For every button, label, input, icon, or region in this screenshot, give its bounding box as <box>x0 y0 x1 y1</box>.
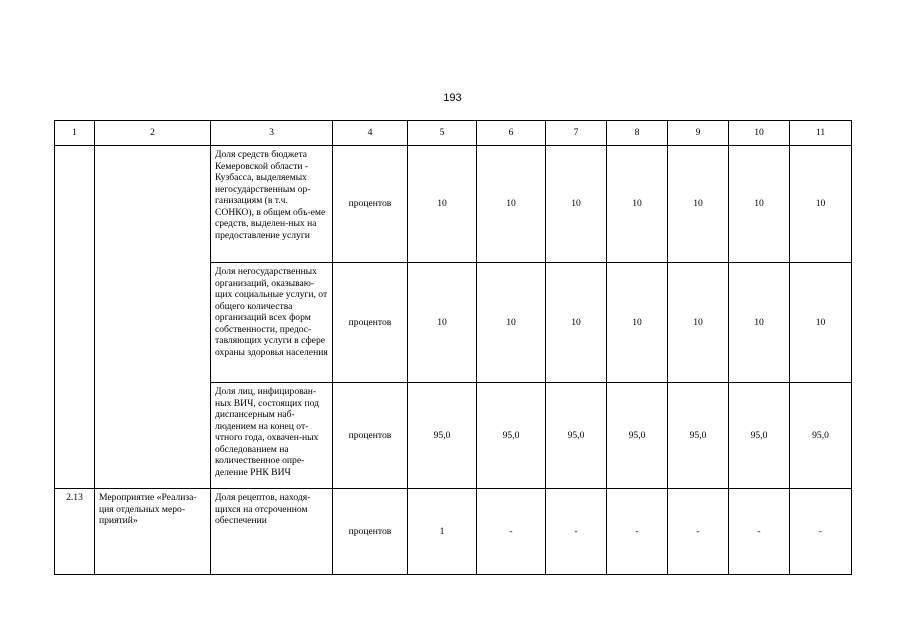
value-cell: 95,0 <box>546 383 607 489</box>
column-header: 5 <box>408 121 477 146</box>
unit-cell: процентов <box>333 263 408 383</box>
unit-cell: процентов <box>333 383 408 489</box>
value-cell: 95,0 <box>790 383 852 489</box>
indicator-cell: Доля лиц, инфицирован-ных ВИЧ, состоящих под диспансерным наб-людением на конец от-чтного года, охвачен-ных обследованием на количественное опре-деление РНК ВИЧ <box>211 383 333 489</box>
column-header: 6 <box>477 121 546 146</box>
column-header: 1 <box>55 121 95 146</box>
value-cell: 95,0 <box>408 383 477 489</box>
value-cell: 95,0 <box>477 383 546 489</box>
code-cell: 2.13 <box>55 489 95 575</box>
unit-cell: процентов <box>333 146 408 263</box>
indicator-cell: Доля средств бюджета Кемеровской области - Кузбасса, выделяемых негосударственным ор-ганизациям (в т.ч. СОНКО), в общем объ-еме средств, выделен-ных на предоставление услуги <box>211 146 333 263</box>
value-cell: 10 <box>729 263 790 383</box>
value-cell: 10 <box>408 263 477 383</box>
column-header: 3 <box>211 121 333 146</box>
value-cell: 10 <box>477 263 546 383</box>
value-cell: 95,0 <box>668 383 729 489</box>
column-header: 10 <box>729 121 790 146</box>
column-header: 11 <box>790 121 852 146</box>
value-cell: 10 <box>729 146 790 263</box>
value-cell: 1 <box>408 489 477 575</box>
value-cell: 95,0 <box>607 383 668 489</box>
indicator-cell: Доля рецептов, находя-щихся на отсроченном обеспечении <box>211 489 333 575</box>
code-cell <box>55 146 95 489</box>
value-cell: 10 <box>668 146 729 263</box>
value-cell: 95,0 <box>729 383 790 489</box>
column-header: 4 <box>333 121 408 146</box>
value-cell: - <box>729 489 790 575</box>
indicator-cell: Доля негосударственных организаций, оказываю-щих социальные услуги, от общего количества организаций всех форм собственности, предос-тавляющих услуги в сфере охраны здоровья населения <box>211 263 333 383</box>
value-cell: 10 <box>546 146 607 263</box>
value-cell: 10 <box>790 146 852 263</box>
value-cell: - <box>477 489 546 575</box>
value-cell: 10 <box>546 263 607 383</box>
value-cell: - <box>607 489 668 575</box>
indicators-table <box>54 120 852 575</box>
value-cell: 10 <box>607 146 668 263</box>
unit-cell: процентов <box>333 489 408 575</box>
value-cell: 10 <box>477 146 546 263</box>
page-number: 193 <box>443 92 462 104</box>
table-row <box>55 489 852 575</box>
header-row <box>55 121 852 146</box>
event-cell <box>95 146 211 489</box>
value-cell: - <box>668 489 729 575</box>
value-cell: 10 <box>668 263 729 383</box>
table-row <box>55 146 852 263</box>
value-cell: - <box>790 489 852 575</box>
column-header: 8 <box>607 121 668 146</box>
value-cell: 10 <box>607 263 668 383</box>
column-header: 2 <box>95 121 211 146</box>
value-cell: 10 <box>790 263 852 383</box>
column-header: 9 <box>668 121 729 146</box>
value-cell: 10 <box>408 146 477 263</box>
value-cell: - <box>546 489 607 575</box>
column-header: 7 <box>546 121 607 146</box>
event-cell: Мероприятие «Реализа-ция отдельных меро-приятий» <box>95 489 211 575</box>
